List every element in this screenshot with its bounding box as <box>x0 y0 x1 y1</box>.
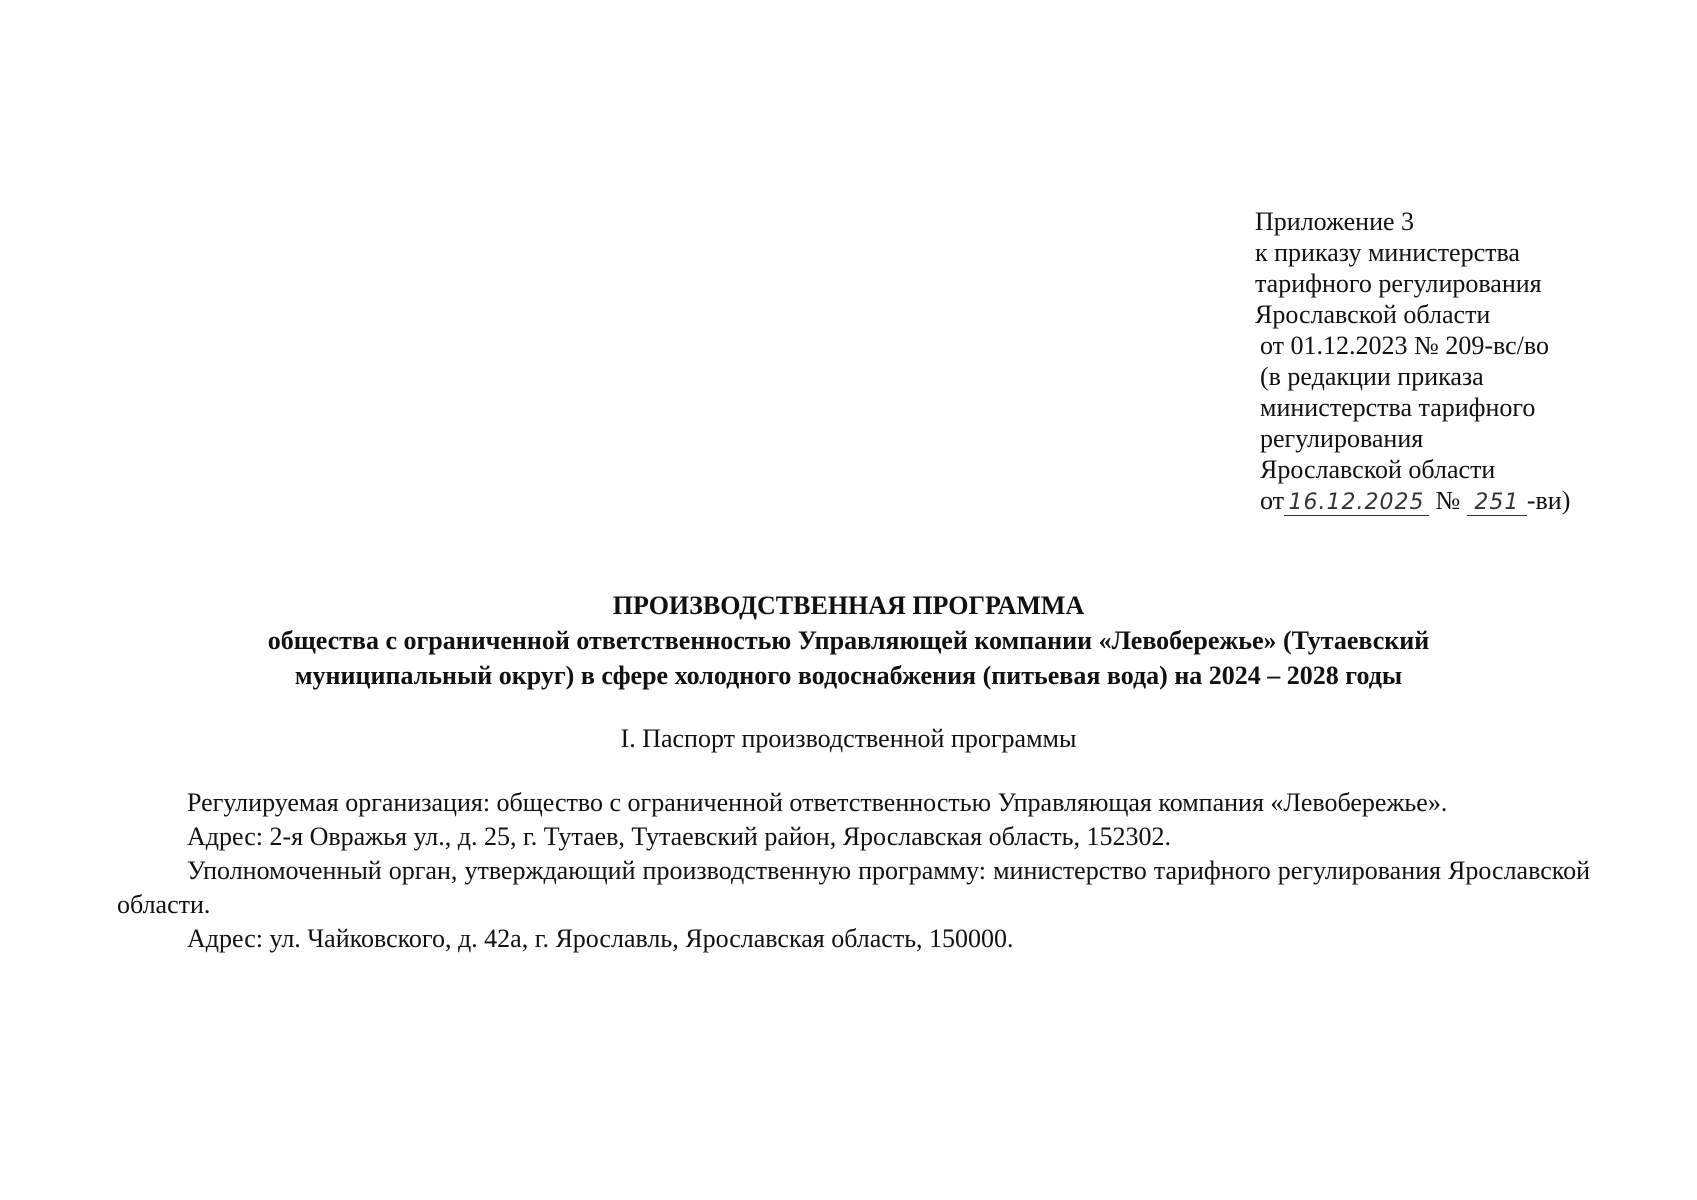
attachment-line: министерства тарифного <box>1260 393 1536 422</box>
section-heading: I. Паспорт производственной программы <box>620 724 1077 753</box>
attachment-line: Ярославской области <box>1260 455 1496 484</box>
attachment-line: (в редакции приказа <box>1260 362 1484 391</box>
attachment-block <box>1255 206 1655 516</box>
paragraph-organization: Регулируемая организация: общество с ограниченной ответственностью Управляющая компания «Левобережье». <box>187 788 1448 817</box>
handwritten-date: 16.12.2025 <box>1284 491 1429 516</box>
handwritten-number: 251 <box>1467 491 1527 516</box>
paragraph-address: Адрес: 2-я Овражья ул., д. 25, г. Тутаев, Тутаевский район, Ярославская область, 152302. <box>187 822 1172 851</box>
document-title: ПРОИЗВОДСТВЕННАЯ ПРОГРАММА <box>612 591 1085 620</box>
attachment-line: Ярославской области <box>1255 300 1491 329</box>
attachment-last-line <box>1255 485 1655 516</box>
document-subtitle-line: муниципальный округ) в сфере холодного водоснабжения (питьевая вода) на 2024 – 2028 годы <box>294 661 1403 690</box>
attachment-line: тарифного регулирования <box>1255 269 1542 298</box>
attachment-last-prefix: от <box>1260 486 1285 515</box>
attachment-line: от 01.12.2023 № 209-вс/во <box>1260 331 1549 360</box>
number-sign: № <box>1435 486 1461 515</box>
attachment-line: регулирования <box>1260 424 1424 453</box>
paragraph-authority: Уполномоченный орган, утверждающий производственную программу: министерство тарифного регулирования Ярославской области. <box>117 856 1590 919</box>
attachment-last-suffix: -ви) <box>1526 486 1571 515</box>
document-subtitle-line: общества с ограниченной ответственностью Управляющей компании «Левобережье» (Тутаевский <box>267 626 1430 655</box>
attachment-line: к приказу министерства <box>1255 238 1520 267</box>
paragraph-authority-address: Адрес: ул. Чайковского, д. 42а, г. Ярославль, Ярославская область, 150000. <box>187 924 1014 953</box>
attachment-line: Приложение 3 <box>1255 207 1415 236</box>
